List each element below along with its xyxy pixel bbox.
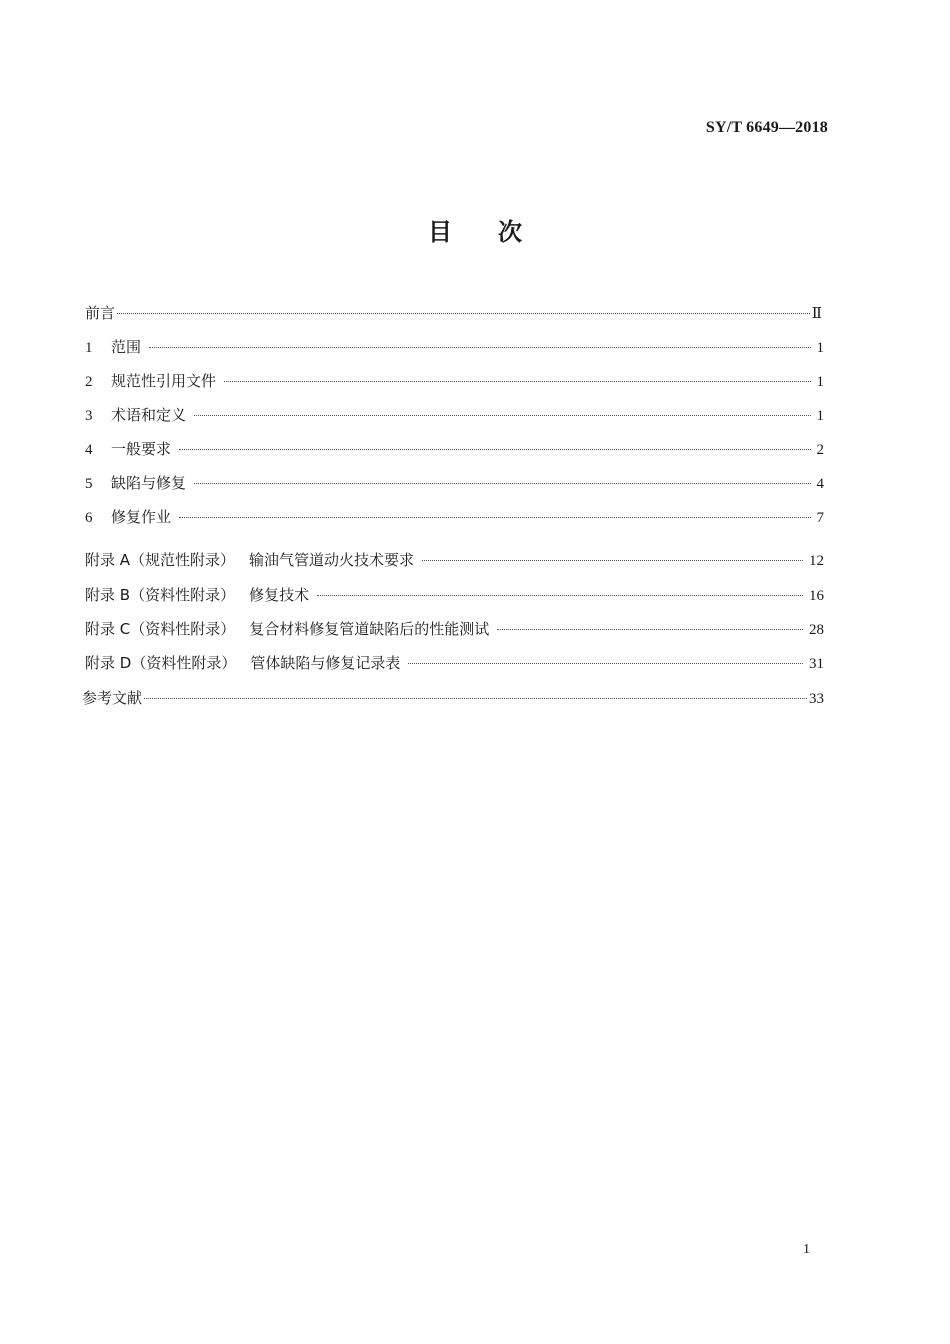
toc-entry-page: Ⅱ (811, 306, 822, 322)
leader-dots (497, 629, 803, 630)
appendix-prefix: 附录 D (85, 654, 132, 672)
appendix-kind: （资料性附录） (131, 654, 237, 672)
toc-entry-label: 输油气管道动火技术要求 (249, 551, 415, 569)
appendix-kind: （规范性附录） (130, 551, 236, 569)
toc-entry-page: 12 (809, 553, 824, 569)
appendix-prefix: 附录 B (85, 586, 131, 604)
toc-entry-section[interactable] (85, 371, 824, 392)
toc-entry-number: 4 (85, 442, 93, 458)
leader-dots (224, 381, 810, 382)
toc-entry-section[interactable] (85, 507, 824, 528)
toc-entry-appendix[interactable] (85, 550, 824, 571)
leader-dots (144, 698, 807, 699)
toc-entry-label: 管体缺陷与修复记录表 (250, 654, 401, 672)
toc-entry-number: 1 (85, 340, 93, 356)
toc-entry-number: 2 (85, 374, 93, 390)
toc-title (0, 212, 950, 247)
toc-entry-foreword[interactable] (85, 303, 822, 324)
toc-entry-page: 4 (816, 476, 824, 492)
toc-entry-page: 1 (816, 374, 824, 390)
leader-dots (317, 595, 803, 596)
toc-entry-number: 3 (85, 408, 93, 424)
toc-entry-appendix[interactable] (85, 585, 824, 606)
toc-entry-label: 参考文献 (82, 689, 143, 707)
toc-title-char-2: 次 (498, 218, 522, 246)
toc-entry-label: 前言 (85, 304, 116, 322)
toc-entry-label: 修复作业 (111, 508, 172, 526)
leader-dots (149, 347, 810, 348)
toc-title-char-1: 目 (428, 218, 452, 246)
leader-dots (194, 483, 810, 484)
toc-entry-appendix[interactable] (85, 653, 824, 674)
toc-entry-page: 28 (809, 622, 824, 638)
toc-entry-page: 33 (809, 691, 824, 707)
toc-entry-label: 规范性引用文件 (111, 372, 217, 390)
toc-entry-page: 1 (816, 408, 824, 424)
toc-entry-label: 缺陷与修复 (111, 474, 187, 492)
toc-entry-label: 修复技术 (249, 586, 310, 604)
toc-entry-section[interactable] (85, 439, 824, 460)
appendix-prefix: 附录 C (85, 620, 131, 638)
toc-entry-label: 一般要求 (111, 440, 172, 458)
toc-entry-number: 6 (85, 510, 93, 526)
leader-dots (194, 415, 810, 416)
toc-entry-page: 16 (809, 588, 824, 604)
toc-entry-references[interactable] (82, 688, 824, 709)
leader-dots (408, 663, 803, 664)
toc-entry-section[interactable] (85, 473, 824, 494)
toc-entry-section[interactable] (85, 337, 824, 358)
toc-entry-section[interactable] (85, 405, 824, 426)
leader-dots (422, 560, 803, 561)
toc-entry-label: 术语和定义 (111, 406, 187, 424)
leader-dots (117, 313, 810, 314)
appendix-kind: （资料性附录） (130, 620, 236, 638)
toc-entry-page: 7 (816, 510, 824, 526)
leader-dots (179, 449, 810, 450)
toc-entry-page: 2 (816, 442, 824, 458)
page-number: 1 (803, 1242, 810, 1257)
standard-number: SY/T 6649—2018 (705, 119, 828, 136)
leader-dots (179, 517, 810, 518)
toc-entry-page: 31 (809, 656, 824, 672)
appendix-kind: （资料性附录） (130, 586, 236, 604)
toc-entry-label: 范围 (111, 338, 142, 356)
toc-entry-page: 1 (816, 340, 824, 356)
toc-entry-appendix[interactable] (85, 619, 824, 640)
toc-entry-label: 复合材料修复管道缺陷后的性能测试 (249, 620, 490, 638)
appendix-prefix: 附录 A (85, 551, 131, 569)
toc-entry-number: 5 (85, 476, 93, 492)
